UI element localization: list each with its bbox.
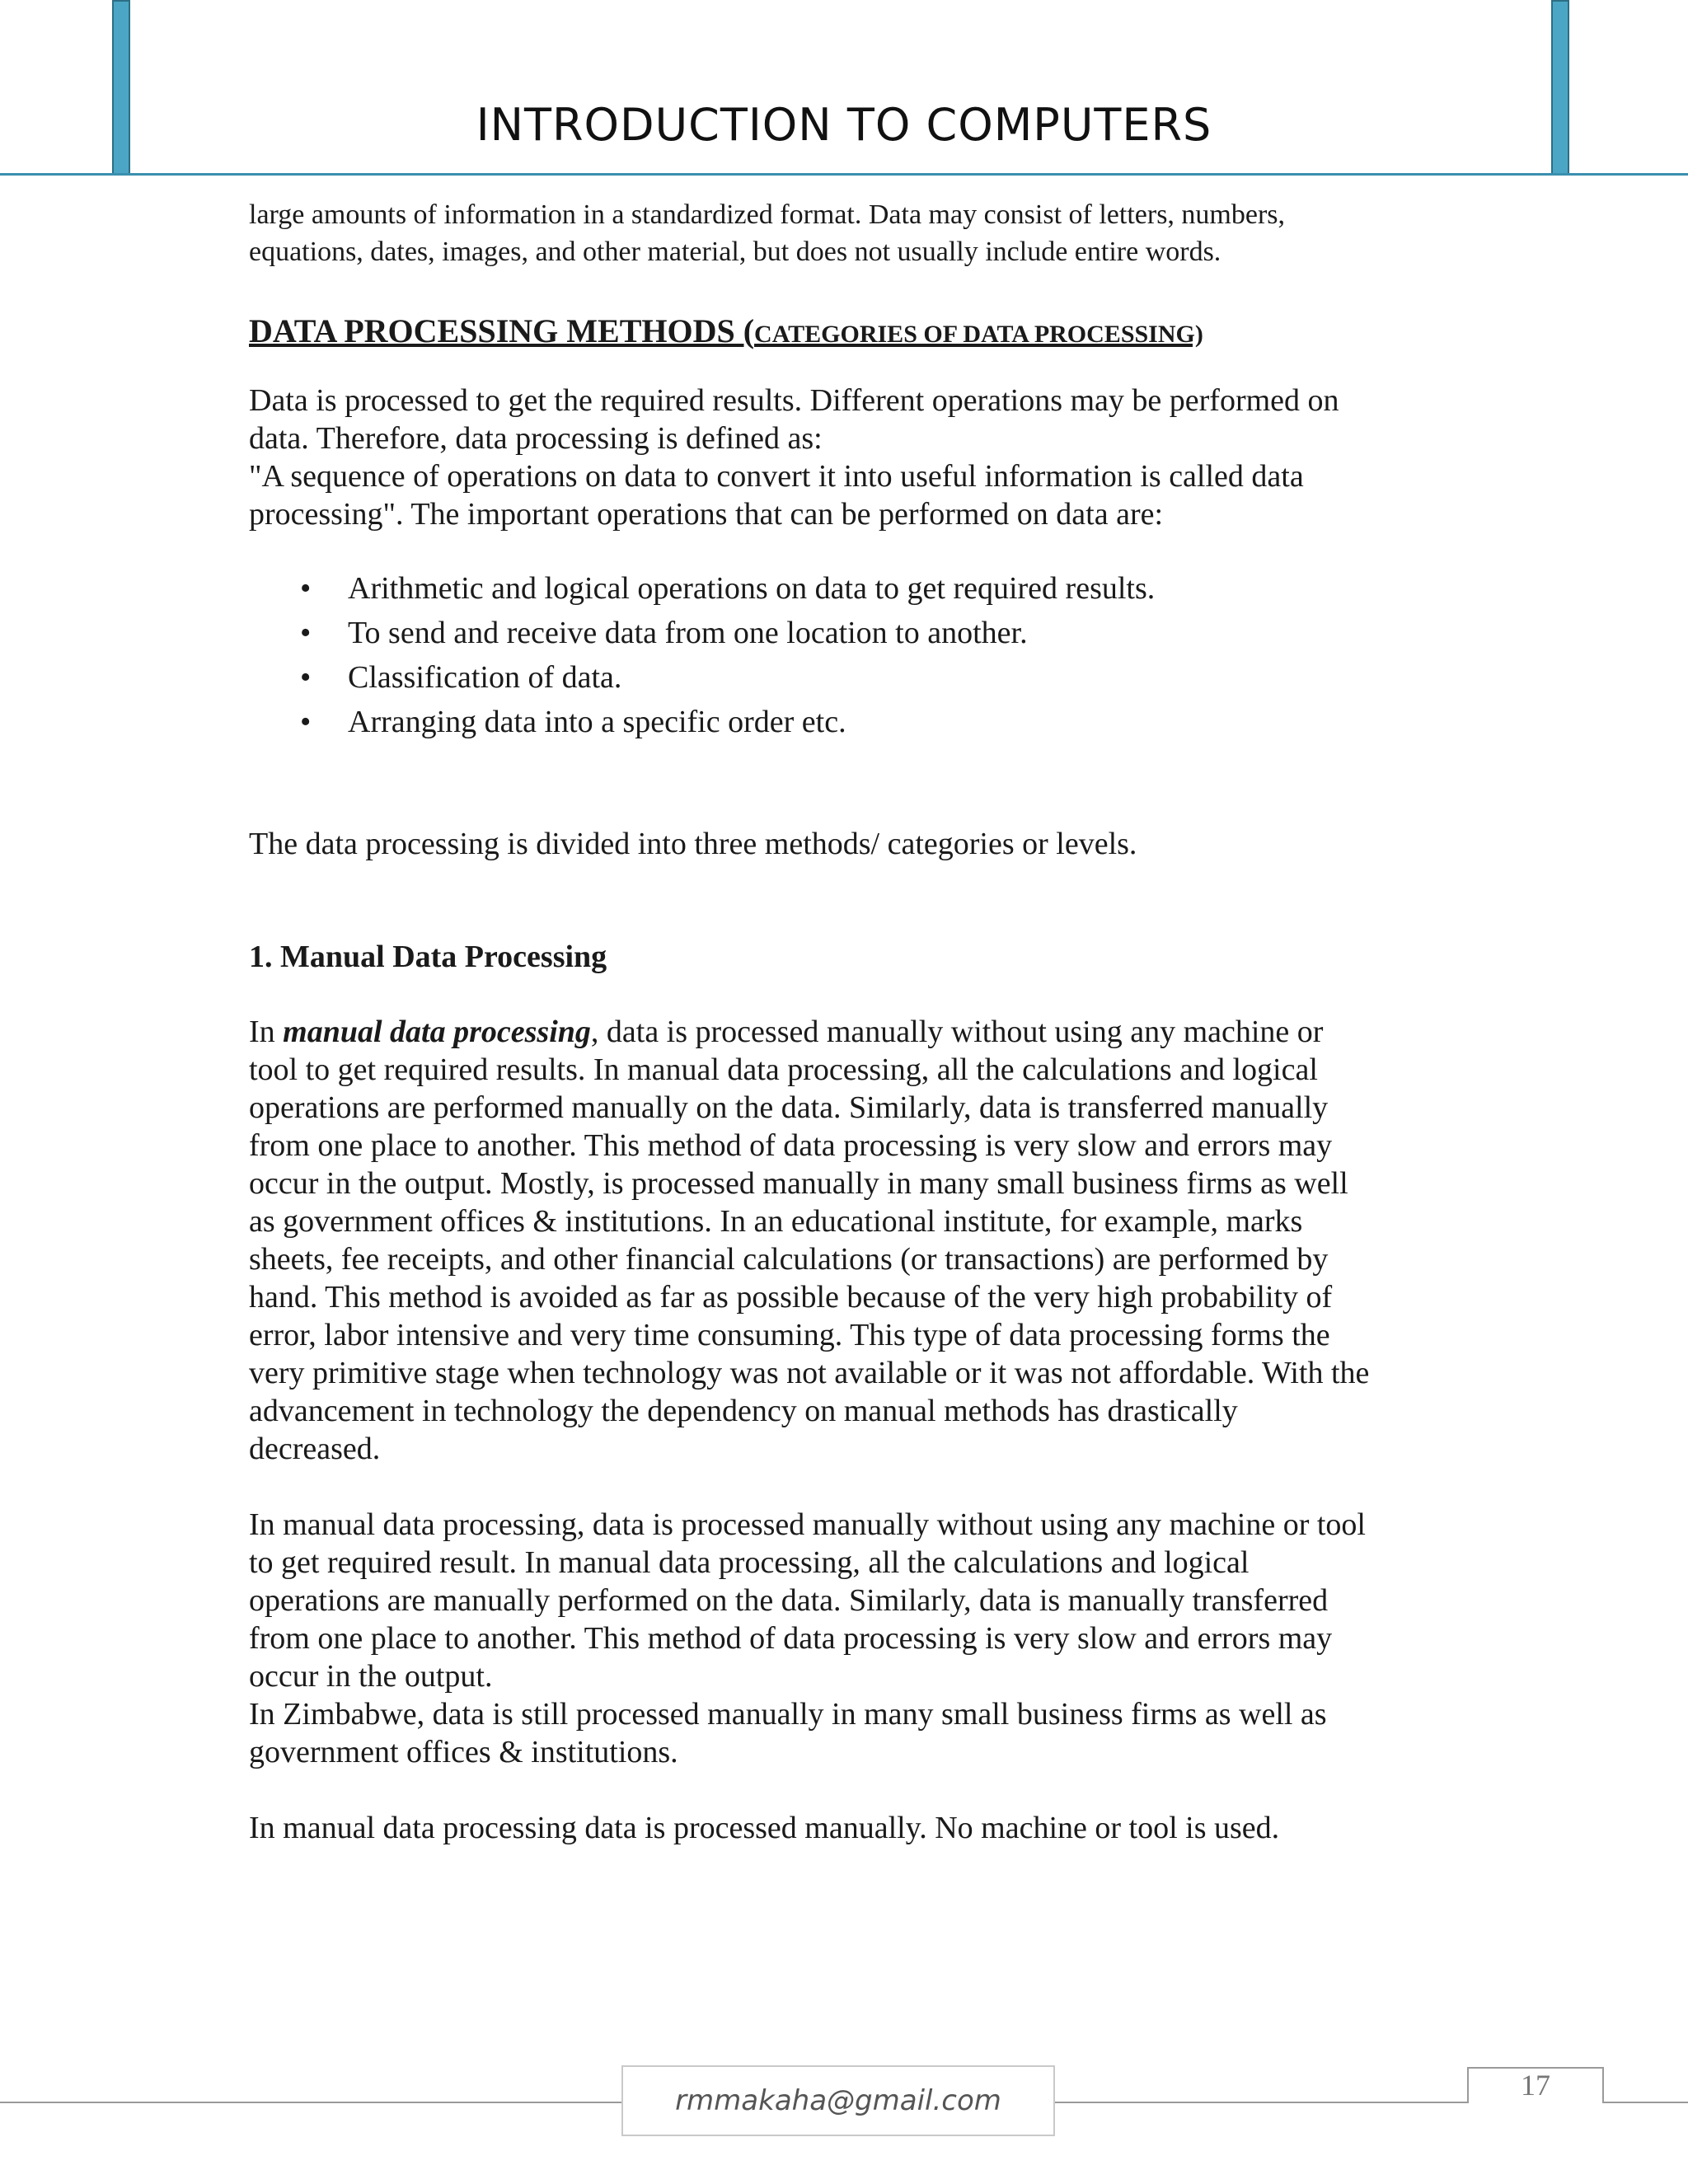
list-item: • To send and receive data from one location to another. [249, 611, 1469, 655]
paragraph-line: operations are manually performed on the data. Similarly, data is manually transferred [249, 1583, 1329, 1618]
paragraph-line: processing". The important operations that can be performed on data are: [249, 497, 1164, 532]
footer-email: rmmakaha@gmail.com [621, 2065, 1055, 2136]
manual-processing-paragraph [249, 1013, 1469, 1468]
paragraph-line: tool to get required results. In manual data processing, all the calculations and logical [249, 1052, 1318, 1087]
list-item: • Classification of data. [249, 655, 1469, 700]
paragraph-line: error, labor intensive and very time consuming. This type of data processing forms the [249, 1318, 1330, 1352]
list-item: • Arranging data into a specific order etc. [249, 700, 1469, 744]
paragraph-line: occur in the output. [249, 1659, 493, 1694]
paragraph-line: from one place to another. This method of data processing is very slow and errors may [249, 1128, 1333, 1163]
emphasis-term: manual data processing [283, 1015, 591, 1049]
footer-rule-right [1604, 2102, 1688, 2103]
methods-intro-paragraph: The data processing is divided into three methods/ categories or levels. [249, 827, 1137, 861]
paragraph-line: from one place to another. This method of data processing is very slow and errors may [249, 1621, 1333, 1656]
paragraph-line: In manual data processing, data is processed manually without using any machine or tool [249, 1507, 1366, 1542]
header-rule [0, 173, 1688, 176]
definition-paragraph [249, 382, 1469, 533]
page-content [249, 196, 1469, 1847]
paragraph-line: In manual data processing, data is processed manually without using any machine or [249, 1015, 1324, 1049]
bullet-icon: • [300, 705, 312, 739]
page-header-title: INTRODUCTION TO COMPUTERS [476, 99, 1212, 151]
bullet-icon: • [300, 616, 312, 650]
intro-line: equations, dates, images, and other material, but does not usually include entire words. [249, 237, 1221, 267]
paragraph-line: In Zimbabwe, data is still processed manually in many small business firms as well as [249, 1697, 1327, 1732]
paragraph-line: advancement in technology the dependency on manual methods has drastically [249, 1394, 1238, 1428]
operations-list [249, 566, 1469, 744]
paragraph-line: data. Therefore, data processing is defined as: [249, 421, 823, 456]
subsection-heading: 1. Manual Data Processing [249, 940, 607, 974]
section-heading [249, 312, 1469, 350]
paragraph-line: very primitive stage when technology was not available or it was not affordable. With the [249, 1356, 1370, 1390]
intro-line: large amounts of information in a standardized format. Data may consist of letters, numbers, [249, 199, 1286, 230]
page-number: 17 [1467, 2067, 1604, 2103]
paragraph-line: decreased. [249, 1432, 381, 1466]
paragraph-line: occur in the output. Mostly, is processed manually in many small business firms as well [249, 1166, 1348, 1201]
list-item: • Arithmetic and logical operations on data to get required results. [249, 566, 1469, 611]
paragraph-line: to get required result. In manual data processing, all the calculations and logical [249, 1545, 1250, 1580]
paragraph-line: Data is processed to get the required results. Different operations may be performed on [249, 383, 1339, 418]
bullet-icon: • [300, 571, 312, 606]
paragraph-line: hand. This method is avoided as far as possible because of the very high probability of [249, 1280, 1333, 1315]
paragraph-line: "A sequence of operations on data to convert it into useful information is called data [249, 459, 1304, 494]
paragraph-line: operations are performed manually on the data. Similarly, data is transferred manually [249, 1090, 1329, 1125]
section-heading-main: DATA PROCESSING METHODS ( [249, 312, 755, 349]
bullet-icon: • [300, 660, 312, 695]
section-heading-sub: CATEGORIES OF DATA PROCESSING) [754, 321, 1203, 348]
footer-rule-middle [1055, 2102, 1467, 2103]
footer-rule-left [0, 2102, 621, 2103]
paragraph-line: sheets, fee receipts, and other financial calculations (or transactions) are performed by [249, 1242, 1329, 1277]
paragraph-line: government offices & institutions. [249, 1735, 678, 1769]
manual-processing-paragraph-2 [249, 1506, 1469, 1771]
paragraph-line: as government offices & institutions. In an educational institute, for example, marks [249, 1204, 1303, 1239]
summary-paragraph: In manual data processing data is processed manually. No machine or tool is used. [249, 1811, 1280, 1845]
